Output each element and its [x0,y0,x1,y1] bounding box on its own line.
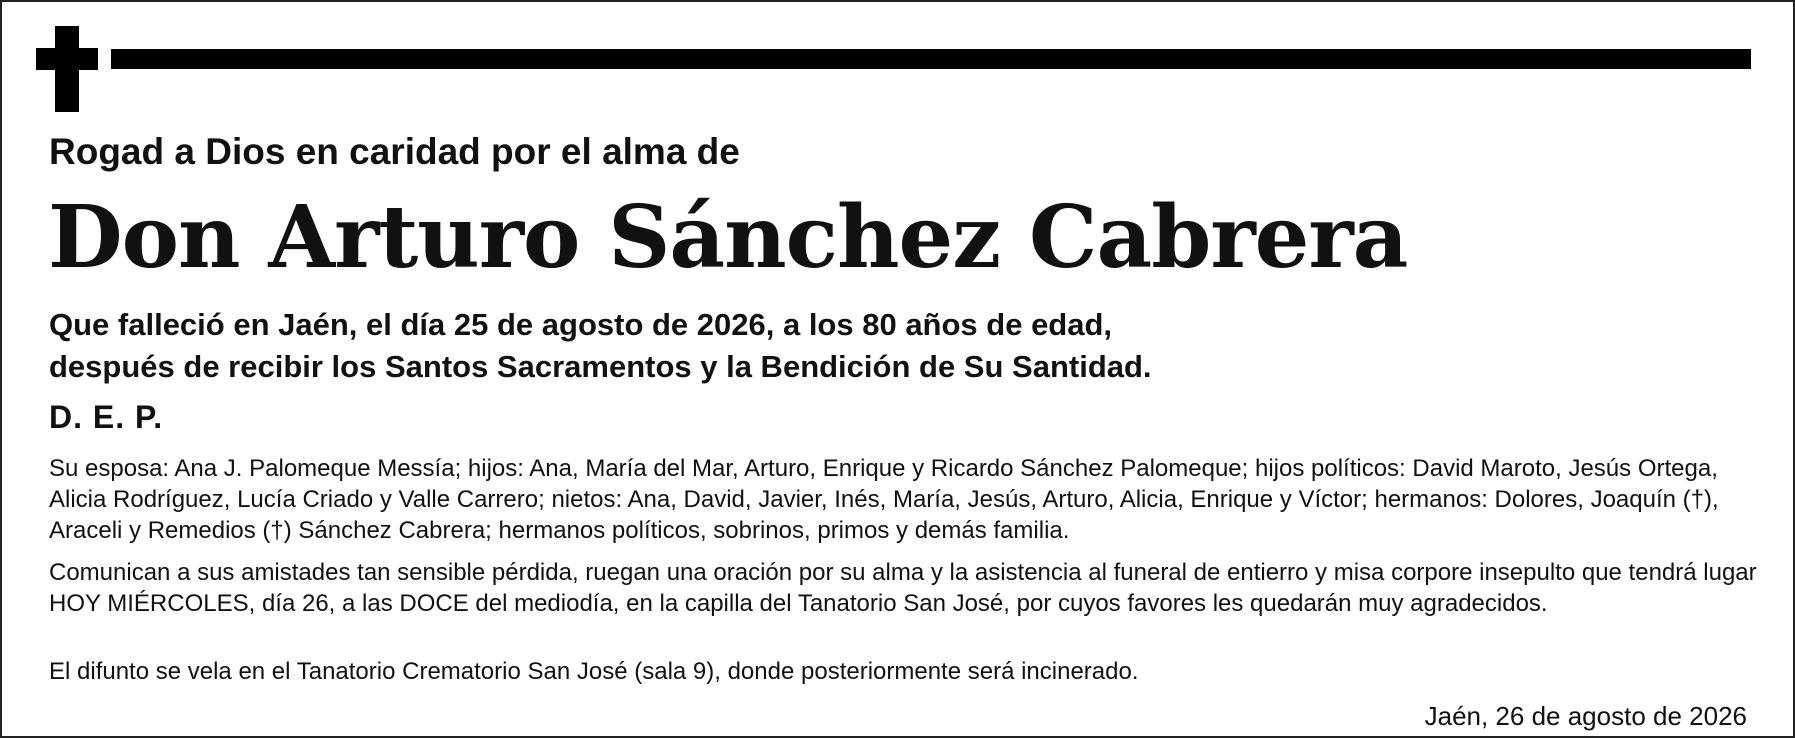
prayer-line: Rogad a Dios en caridad por el alma de [49,131,740,172]
wake-paragraph: El difunto se vela en el Tanatorio Crematorio San José (sala 9), donde posteriormente será incinerado. [49,658,1139,685]
death-statement [49,304,1152,388]
mourning-rule [111,49,1751,69]
death-statement-line-1: Que falleció en Jaén, el día 25 de agosto de 2026, a los 80 años de edad, [49,307,1113,342]
family-paragraph: Su esposa: Ana J. Palomeque Messía; hijos: Ana, María del Mar, Arturo, Enrique y Ricardo Sánchez Palomeque; hijos políticos: David Maroto, Jesús Ortega, Alicia Rodríguez, Lucía Criado y Valle Carrero; nietos: Ana, David, Javier, Inés, María, Jesús, Arturo, Alicia, Enrique y Víctor; hermanos: Dolores, Joaquín (†), Araceli y Remedios (†) Sánchez Cabrera; hermanos políticos, sobrinos, primos y demás familia. [49,455,1719,544]
cross-horizontal-bar [36,48,98,70]
place-date: Jaén, 26 de agosto de 2026 [1424,701,1747,731]
deceased-name: Don Arturo Sánchez Cabrera [48,187,1408,288]
death-statement-line-2: después de recibir los Santos Sacramentos y la Bendición de Su Santidad. [49,349,1152,384]
funeral-notice-paragraph: Comunican a sus amistades tan sensible pérdida, ruegan una oración por su alma y la asistencia al funeral de entierro y misa corpore insepulto que tendrá lugar HOY MIÉRCOLES, día 26, a las DOCE del mediodía, en la capilla del Tanatorio San José, por cuyos favores les quedarán muy agradecidos. [49,559,1757,617]
dep-abbreviation: D. E. P. [49,399,164,435]
